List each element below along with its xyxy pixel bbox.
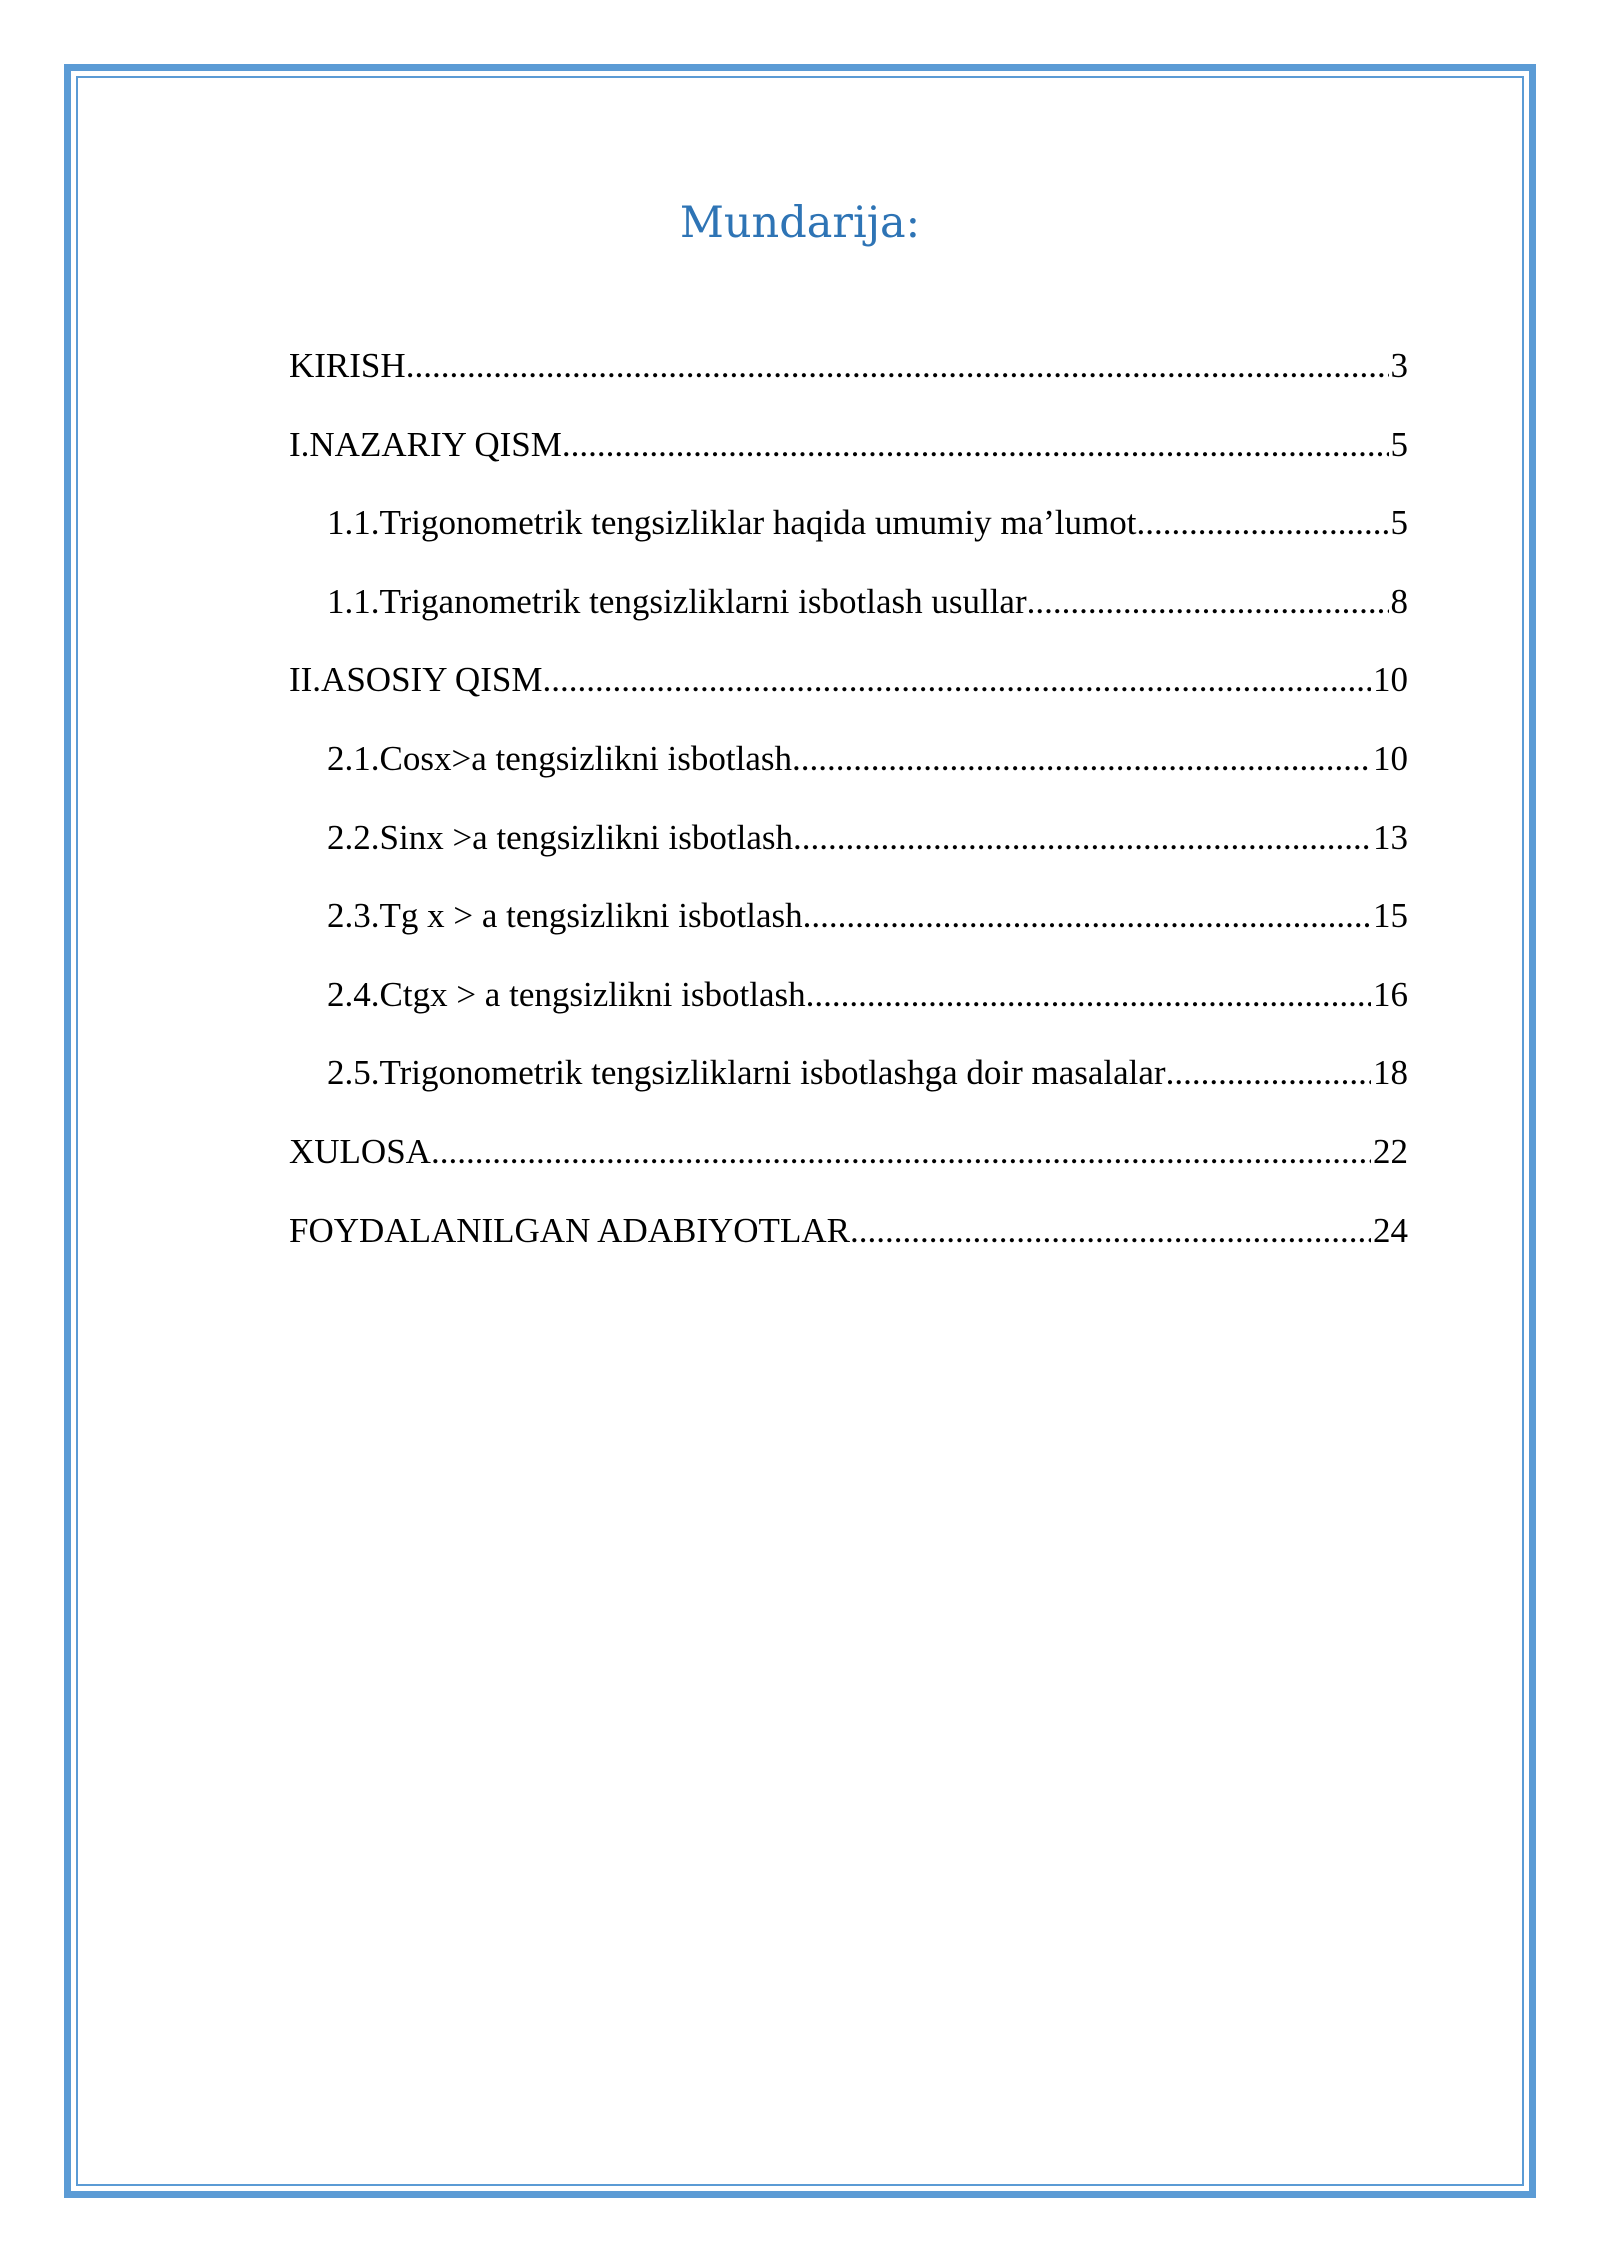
toc-entry-label: 1.1.Trigonometrik tengsizliklar haqida umumiy ma’lumot (327, 503, 1137, 543)
toc-dot-leader (1136, 493, 1388, 553)
toc-dot-leader (792, 729, 1371, 789)
toc-entry-label: 1.1.Triganometrik tengsizliklarni isbotlash usullar (327, 581, 1027, 621)
toc-dot-leader (562, 415, 1389, 475)
toc-page-number: 13 (1373, 817, 1408, 857)
toc-entry-2-5-masalalar[interactable] (289, 1043, 1408, 1122)
toc-dot-leader (431, 1122, 1371, 1182)
toc-entry-label: 2.3.Tg x > a tengsizlikni isbotlash (327, 896, 803, 936)
toc-entry-1-1-umumiy-malumot[interactable] (289, 493, 1408, 572)
toc-entry-kirish[interactable] (289, 336, 1408, 415)
toc-page-number: 16 (1373, 974, 1408, 1014)
toc-entry-label: KIRISH (289, 346, 406, 385)
toc-page-number: 8 (1390, 581, 1408, 621)
toc-entry-2-1-cosx[interactable] (289, 729, 1408, 808)
toc-page-number: 18 (1373, 1053, 1408, 1093)
toc-entry-2-4-ctgx[interactable] (289, 965, 1408, 1044)
toc-page-number: 10 (1373, 660, 1408, 700)
toc-entry-label: XULOSA (289, 1131, 431, 1171)
toc-dot-leader (793, 808, 1371, 868)
toc-entry-2-3-tgx[interactable] (289, 886, 1408, 965)
toc-entry-label: 2.4.Ctgx > a tengsizlikni isbotlash (327, 974, 806, 1014)
toc-page-number: 15 (1373, 896, 1408, 936)
toc-entry-2-2-sinx[interactable] (289, 808, 1408, 887)
toc-entry-xulosa[interactable] (289, 1122, 1408, 1201)
toc-entry-label: I.NAZARIY QISM (289, 424, 562, 464)
toc-entry-nazariy-qism[interactable] (289, 415, 1408, 494)
toc-page-number: 24 (1373, 1210, 1408, 1250)
toc-dot-leader (803, 886, 1371, 946)
toc-dot-leader (850, 1201, 1371, 1261)
table-of-contents (289, 336, 1408, 1279)
toc-page-number: 22 (1373, 1131, 1408, 1171)
toc-entry-adabiyotlar[interactable] (289, 1201, 1408, 1280)
toc-page-number: 3 (1390, 346, 1408, 385)
toc-entry-label: 2.5.Trigonometrik tengsizliklarni isbotlashga doir masalalar (327, 1053, 1166, 1093)
toc-entry-label: FOYDALANILGAN ADABIYOTLAR (289, 1210, 850, 1250)
toc-dot-leader (1166, 1043, 1371, 1103)
toc-entry-label: 2.1.Cosx>a tengsizlikni isbotlash (327, 738, 792, 778)
toc-page-number: 10 (1373, 738, 1408, 778)
toc-dot-leader (406, 336, 1389, 396)
toc-entry-label: 2.2.Sinx >a tengsizlikni isbotlash (327, 817, 793, 857)
toc-dot-leader (806, 965, 1371, 1025)
toc-entry-label: II.ASOSIY QISM (289, 660, 543, 700)
toc-entry-1-1-isbotlash-usullar[interactable] (289, 572, 1408, 651)
toc-page-number: 5 (1390, 424, 1408, 464)
toc-page-number: 5 (1390, 503, 1408, 543)
toc-dot-leader (542, 650, 1371, 710)
toc-dot-leader (1027, 572, 1389, 632)
toc-entry-asosiy-qism[interactable] (289, 650, 1408, 729)
toc-title: Mundarija: (679, 198, 921, 248)
